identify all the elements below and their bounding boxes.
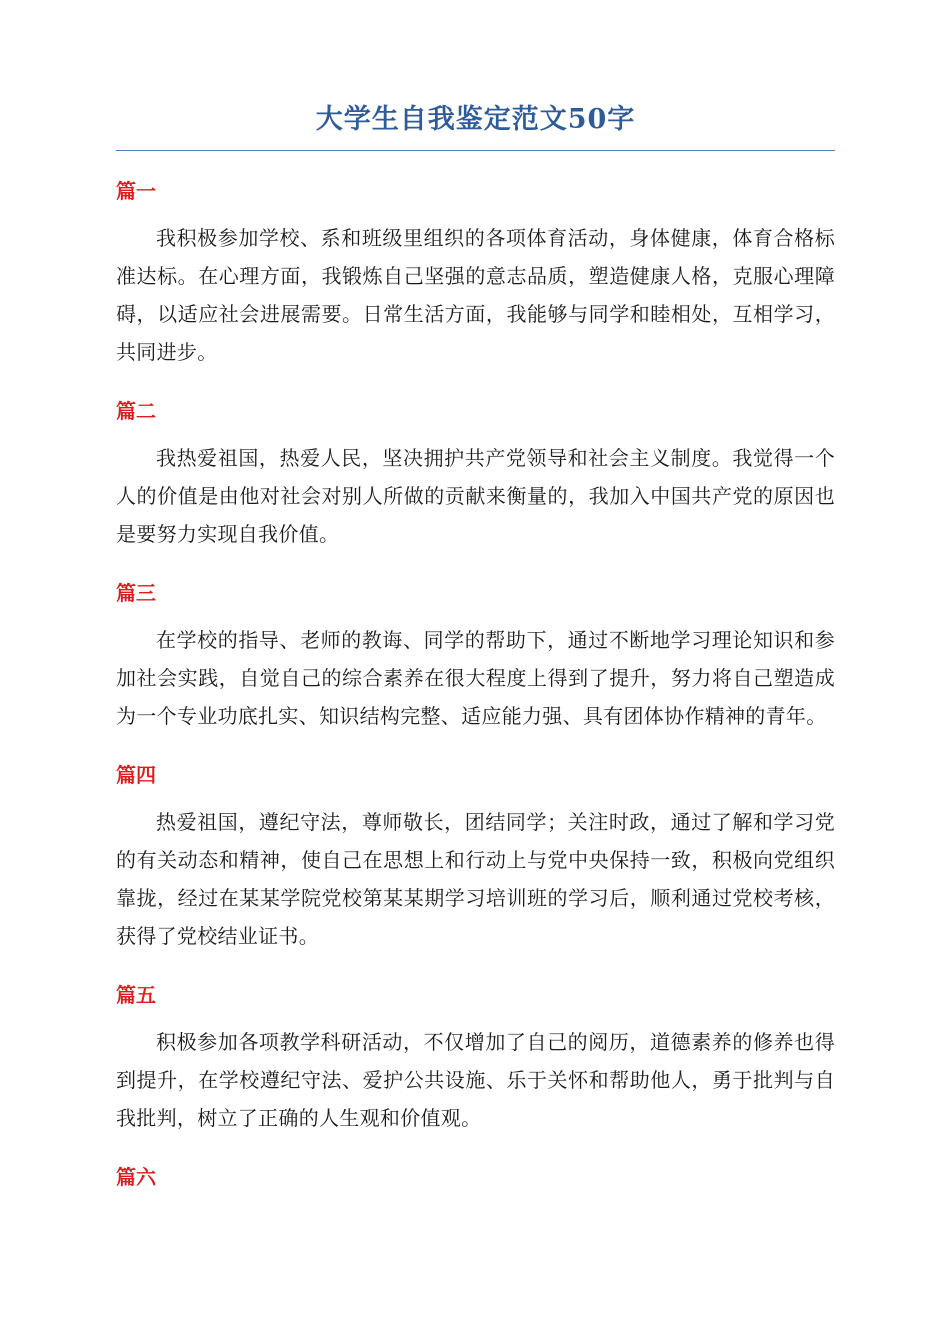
- section-6: [116, 1163, 835, 1191]
- section-3: [116, 579, 835, 735]
- section-heading: 篇五: [116, 983, 156, 1007]
- section-4: [116, 761, 835, 955]
- document-title: 大学生自我鉴定范文50字: [116, 100, 835, 151]
- section-heading: 篇一: [116, 179, 156, 203]
- section-5: [116, 981, 835, 1137]
- section-heading: 篇四: [116, 763, 156, 787]
- section-body: 在学校的指导、老师的教诲、同学的帮助下，通过不断地学习理论知识和参加社会实践，自觉自己的综合素养在很大程度上得到了提升，努力将自己塑造成为一个专业功底扎实、知识结构完整、适应能力强、具有团体协作精神的青年。: [116, 628, 835, 728]
- section-heading: 篇三: [116, 581, 156, 605]
- section-body: 我热爱祖国，热爱人民，坚决拥护共产党领导和社会主义制度。我觉得一个人的价值是由他对社会对别人所做的贡献来衡量的，我加入中国共产党的原因也是要努力实现自我价值。: [116, 446, 835, 546]
- section-heading: 篇六: [116, 1165, 156, 1189]
- section-body: 积极参加各项教学科研活动，不仅增加了自己的阅历，道德素养的修养也得到提升，在学校遵纪守法、爱护公共设施、乐于关怀和帮助他人，勇于批判与自我批判，树立了正确的人生观和价值观。: [116, 1030, 835, 1130]
- section-body: 热爱祖国，遵纪守法，尊师敬长，团结同学；关注时政，通过了解和学习党的有关动态和精神，使自己在思想上和行动上与党中央保持一致，积极向党组织靠拢，经过在某某学院党校第某某期学习培训班的学习后，顺利通过党校考核，获得了党校结业证书。: [116, 810, 835, 948]
- section-heading: 篇二: [116, 399, 156, 423]
- document-page: [116, 100, 835, 1191]
- section-body: 我积极参加学校、系和班级里组织的各项体育活动，身体健康，体育合格标准达标。在心理方面，我锻炼自己坚强的意志品质，塑造健康人格，克服心理障碍，以适应社会进展需要。日常生活方面，我能够与同学和睦相处，互相学习，共同进步。: [116, 226, 835, 364]
- section-2: [116, 397, 835, 553]
- section-1: [116, 177, 835, 371]
